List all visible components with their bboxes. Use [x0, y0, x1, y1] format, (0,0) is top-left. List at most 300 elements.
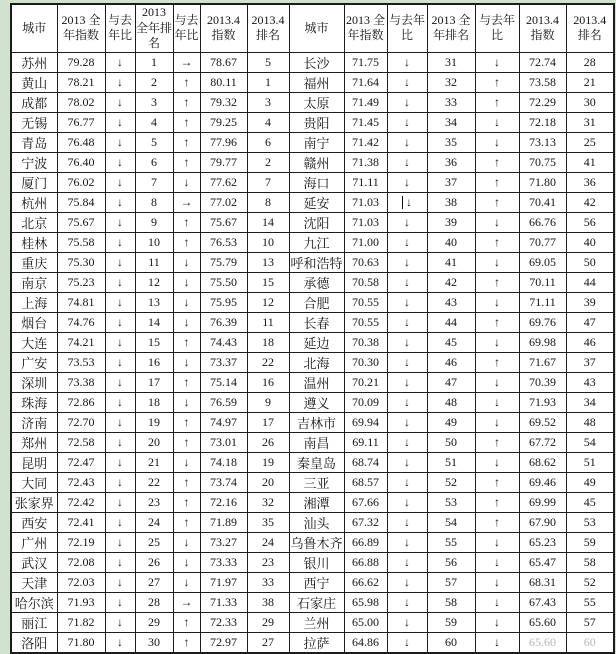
apr-rank-cell-right[interactable]: 60: [566, 632, 614, 653]
city-cell-left[interactable]: 宁波: [11, 152, 57, 172]
year-rank-cell-left[interactable]: 27: [135, 572, 173, 592]
rank-trend-icon-left[interactable]: ↑: [173, 512, 200, 532]
apr-rank-cell-right[interactable]: 56: [566, 212, 614, 232]
year-index-cell-left[interactable]: 79.28: [57, 52, 105, 72]
apr-rank-cell-right[interactable]: 31: [566, 112, 614, 132]
apr-index-cell-left[interactable]: 77.62: [200, 172, 247, 192]
rank-trend-icon-left[interactable]: ↓: [173, 312, 200, 332]
rank-trend-icon-right[interactable]: ↓: [475, 532, 519, 552]
apr-index-cell-right[interactable]: 69.05: [519, 252, 566, 272]
city-cell-left[interactable]: 济南: [11, 412, 57, 432]
year-index-cell-right[interactable]: 71.64: [344, 72, 387, 92]
year-rank-cell-right[interactable]: 37: [427, 172, 475, 192]
year-rank-cell-left[interactable]: 30: [135, 632, 173, 653]
apr-rank-cell-left[interactable]: 4: [247, 112, 289, 132]
rank-trend-icon-right[interactable]: ↑: [475, 192, 519, 212]
rank-trend-icon-left[interactable]: ↑: [173, 212, 200, 232]
apr-index-cell-left[interactable]: 76.59: [200, 392, 247, 412]
year-trend-down-icon-left[interactable]: ↓: [105, 252, 135, 272]
year-index-cell-right[interactable]: 66.62: [344, 572, 387, 592]
year-index-cell-left[interactable]: 74.76: [57, 312, 105, 332]
year-trend-down-icon-right[interactable]: ↓: [387, 232, 427, 252]
year-index-cell-left[interactable]: 72.42: [57, 492, 105, 512]
year-index-cell-left[interactable]: 72.70: [57, 412, 105, 432]
apr-rank-cell-right[interactable]: 52: [566, 572, 614, 592]
apr-index-cell-right[interactable]: 69.52: [519, 412, 566, 432]
year-rank-cell-left[interactable]: 19: [135, 412, 173, 432]
apr-index-cell-right[interactable]: 69.46: [519, 472, 566, 492]
year-rank-cell-right[interactable]: 42: [427, 272, 475, 292]
year-trend-down-icon-left[interactable]: ↓: [105, 572, 135, 592]
year-index-cell-right[interactable]: 66.89: [344, 532, 387, 552]
apr-index-cell-left[interactable]: 74.97: [200, 412, 247, 432]
apr-index-cell-right[interactable]: 65.60: [519, 632, 566, 653]
city-cell-right[interactable]: 兰州: [289, 612, 344, 632]
rank-trend-icon-right[interactable]: ↓: [475, 552, 519, 572]
year-index-cell-right[interactable]: 68.57: [344, 472, 387, 492]
apr-rank-cell-left[interactable]: 9: [247, 392, 289, 412]
city-cell-right[interactable]: 长春: [289, 312, 344, 332]
year-index-cell-right[interactable]: 65.00: [344, 612, 387, 632]
apr-index-cell-left[interactable]: 74.43: [200, 332, 247, 352]
rank-trend-icon-right[interactable]: ↑: [475, 432, 519, 452]
city-cell-left[interactable]: 南京: [11, 272, 57, 292]
rank-trend-icon-right[interactable]: ↓: [475, 332, 519, 352]
rank-trend-icon-left[interactable]: ↑: [173, 612, 200, 632]
year-trend-down-icon-left[interactable]: ↓: [105, 492, 135, 512]
year-trend-down-icon-right[interactable]: ↓: [387, 352, 427, 372]
year-trend-down-icon-left[interactable]: ↓: [105, 192, 135, 212]
city-cell-right[interactable]: 贵阳: [289, 112, 344, 132]
apr-index-cell-right[interactable]: 71.93: [519, 392, 566, 412]
year-index-cell-right[interactable]: 71.03: [344, 192, 387, 212]
rank-trend-icon-left[interactable]: ↑: [173, 492, 200, 512]
year-rank-cell-right[interactable]: 53: [427, 492, 475, 512]
rank-trend-icon-left[interactable]: ↓: [173, 352, 200, 372]
year-trend-down-icon-left[interactable]: ↓: [105, 612, 135, 632]
apr-rank-cell-left[interactable]: 19: [247, 452, 289, 472]
year-trend-down-icon-left[interactable]: ↓: [105, 152, 135, 172]
apr-rank-cell-right[interactable]: 55: [566, 592, 614, 612]
year-trend-down-icon-left[interactable]: ↓: [105, 552, 135, 572]
year-index-cell-right[interactable]: 70.58: [344, 272, 387, 292]
year-rank-cell-right[interactable]: 31: [427, 52, 475, 72]
apr-index-cell-left[interactable]: 75.95: [200, 292, 247, 312]
year-index-cell-right[interactable]: 69.94: [344, 412, 387, 432]
rank-trend-icon-left[interactable]: ↓: [173, 272, 200, 292]
year-rank-cell-right[interactable]: 55: [427, 532, 475, 552]
apr-index-cell-left[interactable]: 74.18: [200, 452, 247, 472]
apr-index-cell-left[interactable]: 79.77: [200, 152, 247, 172]
city-cell-left[interactable]: 北京: [11, 212, 57, 232]
apr-index-cell-right[interactable]: 69.76: [519, 312, 566, 332]
header-vs-last-year-left-2[interactable]: 与去年比: [173, 4, 200, 52]
year-trend-down-icon-right[interactable]: ↓: [387, 152, 427, 172]
year-rank-cell-left[interactable]: 2: [135, 72, 173, 92]
year-index-cell-left[interactable]: 75.67: [57, 212, 105, 232]
city-cell-left[interactable]: 桂林: [11, 232, 57, 252]
rank-trend-icon-left[interactable]: ↑: [173, 152, 200, 172]
year-rank-cell-right[interactable]: 39: [427, 212, 475, 232]
year-index-cell-right[interactable]: 70.63: [344, 252, 387, 272]
year-index-cell-right[interactable]: 71.42: [344, 132, 387, 152]
apr-rank-cell-right[interactable]: 46: [566, 332, 614, 352]
year-index-cell-left[interactable]: 71.82: [57, 612, 105, 632]
year-index-cell-left[interactable]: 78.02: [57, 92, 105, 112]
year-rank-cell-left[interactable]: 20: [135, 432, 173, 452]
year-index-cell-left[interactable]: 75.30: [57, 252, 105, 272]
city-cell-left[interactable]: 天津: [11, 572, 57, 592]
city-cell-right[interactable]: 合肥: [289, 292, 344, 312]
year-trend-down-icon-left[interactable]: ↓: [105, 292, 135, 312]
year-trend-down-icon-left[interactable]: ↓: [105, 412, 135, 432]
city-cell-right[interactable]: 南宁: [289, 132, 344, 152]
year-index-cell-left[interactable]: 74.21: [57, 332, 105, 352]
apr-rank-cell-left[interactable]: 17: [247, 412, 289, 432]
city-cell-right[interactable]: 沈阳: [289, 212, 344, 232]
year-rank-cell-right[interactable]: 45: [427, 332, 475, 352]
apr-index-cell-left[interactable]: 73.74: [200, 472, 247, 492]
year-rank-cell-left[interactable]: 11: [135, 252, 173, 272]
header-city-left[interactable]: 城市: [11, 4, 57, 52]
apr-rank-cell-left[interactable]: 18: [247, 332, 289, 352]
year-index-cell-right[interactable]: 71.03: [344, 212, 387, 232]
year-index-cell-right[interactable]: 70.38: [344, 332, 387, 352]
apr-index-cell-left[interactable]: 73.33: [200, 552, 247, 572]
apr-index-cell-right[interactable]: 72.29: [519, 92, 566, 112]
year-index-cell-right[interactable]: 67.32: [344, 512, 387, 532]
header-apr-index-right[interactable]: 2013.4 指数: [519, 4, 566, 52]
year-trend-down-icon-right[interactable]: ↓: [387, 472, 427, 492]
year-rank-cell-right[interactable]: 46: [427, 352, 475, 372]
apr-rank-cell-right[interactable]: 53: [566, 512, 614, 532]
year-trend-down-icon-right[interactable]: ↓: [387, 272, 427, 292]
city-cell-right[interactable]: 汕头: [289, 512, 344, 532]
apr-rank-cell-right[interactable]: 45: [566, 492, 614, 512]
city-cell-left[interactable]: 青岛: [11, 132, 57, 152]
year-rank-cell-right[interactable]: 35: [427, 132, 475, 152]
apr-rank-cell-left[interactable]: 11: [247, 312, 289, 332]
apr-rank-cell-left[interactable]: 24: [247, 532, 289, 552]
year-rank-cell-left[interactable]: 23: [135, 492, 173, 512]
apr-index-cell-left[interactable]: 77.96: [200, 132, 247, 152]
apr-rank-cell-left[interactable]: 26: [247, 432, 289, 452]
year-trend-down-icon-left[interactable]: ↓: [105, 512, 135, 532]
year-index-cell-right[interactable]: 64.86: [344, 632, 387, 653]
city-cell-left[interactable]: 杭州: [11, 192, 57, 212]
year-trend-down-icon-right[interactable]: ↓: [387, 632, 427, 653]
year-trend-down-icon-right[interactable]: ↓: [387, 172, 427, 192]
rank-trend-icon-left[interactable]: ↑: [173, 132, 200, 152]
year-index-cell-left[interactable]: 76.02: [57, 172, 105, 192]
city-cell-left[interactable]: 大同: [11, 472, 57, 492]
rank-trend-icon-right[interactable]: ↓: [475, 412, 519, 432]
rank-trend-icon-right[interactable]: ↑: [475, 272, 519, 292]
apr-rank-cell-right[interactable]: 47: [566, 312, 614, 332]
year-rank-cell-left[interactable]: 6: [135, 152, 173, 172]
year-trend-down-icon-right[interactable]: ↓: [387, 532, 427, 552]
apr-rank-cell-left[interactable]: 6: [247, 132, 289, 152]
year-rank-cell-right[interactable]: 58: [427, 592, 475, 612]
rank-trend-icon-right[interactable]: ↑: [475, 92, 519, 112]
year-index-cell-left[interactable]: 76.48: [57, 132, 105, 152]
rank-trend-icon-left[interactable]: ↑: [173, 432, 200, 452]
year-index-cell-right[interactable]: 68.74: [344, 452, 387, 472]
year-trend-down-icon-left[interactable]: ↓: [105, 452, 135, 472]
rank-trend-icon-right[interactable]: ↑: [475, 152, 519, 172]
apr-rank-cell-left[interactable]: 8: [247, 192, 289, 212]
year-rank-cell-left[interactable]: 25: [135, 532, 173, 552]
year-trend-down-icon-right[interactable]: ↓: [387, 332, 427, 352]
apr-index-cell-left[interactable]: 71.89: [200, 512, 247, 532]
city-cell-left[interactable]: 郑州: [11, 432, 57, 452]
city-cell-right[interactable]: 吉林市: [289, 412, 344, 432]
rank-trend-icon-left[interactable]: ↑: [173, 412, 200, 432]
apr-index-cell-right[interactable]: 70.39: [519, 372, 566, 392]
rank-trend-icon-right[interactable]: ↓: [475, 572, 519, 592]
year-trend-down-icon-right[interactable]: ↓: [387, 52, 427, 72]
city-cell-right[interactable]: 呼和浩特: [289, 252, 344, 272]
city-cell-left[interactable]: 广安: [11, 352, 57, 372]
rank-trend-icon-right[interactable]: ↓: [475, 132, 519, 152]
year-trend-down-icon-right[interactable]: ↓: [387, 72, 427, 92]
apr-index-cell-left[interactable]: 73.01: [200, 432, 247, 452]
header-year-rank-left[interactable]: 2013 全年排名: [135, 4, 173, 52]
year-rank-cell-right[interactable]: 52: [427, 472, 475, 492]
apr-rank-cell-right[interactable]: 36: [566, 172, 614, 192]
year-index-cell-left[interactable]: 73.38: [57, 372, 105, 392]
apr-index-cell-left[interactable]: 75.67: [200, 212, 247, 232]
city-cell-right[interactable]: 遵义: [289, 392, 344, 412]
year-index-cell-left[interactable]: 76.77: [57, 112, 105, 132]
rank-trend-icon-left[interactable]: ↑: [173, 472, 200, 492]
city-cell-left[interactable]: 张家界: [11, 492, 57, 512]
apr-index-cell-right[interactable]: 67.90: [519, 512, 566, 532]
apr-rank-cell-left[interactable]: 20: [247, 472, 289, 492]
apr-rank-cell-right[interactable]: 43: [566, 372, 614, 392]
year-rank-cell-right[interactable]: 44: [427, 312, 475, 332]
apr-rank-cell-left[interactable]: 16: [247, 372, 289, 392]
year-rank-cell-left[interactable]: 28: [135, 592, 173, 612]
year-trend-down-icon-left[interactable]: ↓: [105, 352, 135, 372]
city-cell-right[interactable]: 海口: [289, 172, 344, 192]
year-rank-cell-left[interactable]: 1: [135, 52, 173, 72]
rank-trend-icon-right[interactable]: ↑: [475, 352, 519, 372]
apr-index-cell-left[interactable]: 77.02: [200, 192, 247, 212]
year-index-cell-right[interactable]: 71.49: [344, 92, 387, 112]
year-rank-cell-left[interactable]: 17: [135, 372, 173, 392]
apr-rank-cell-right[interactable]: 58: [566, 552, 614, 572]
rank-trend-icon-left[interactable]: ↓: [173, 252, 200, 272]
header-year-index-left[interactable]: 2013 全年指数: [57, 4, 105, 52]
header-year-index-right[interactable]: 2013 全年指数: [344, 4, 387, 52]
year-rank-cell-right[interactable]: 51: [427, 452, 475, 472]
apr-index-cell-right[interactable]: 73.13: [519, 132, 566, 152]
rank-trend-icon-left[interactable]: ↓: [173, 172, 200, 192]
year-index-cell-left[interactable]: 71.93: [57, 592, 105, 612]
year-index-cell-left[interactable]: 75.58: [57, 232, 105, 252]
year-trend-down-icon-left[interactable]: ↓: [105, 272, 135, 292]
city-cell-right[interactable]: 温州: [289, 372, 344, 392]
rank-trend-icon-right[interactable]: ↓: [475, 112, 519, 132]
year-trend-down-icon-right[interactable]: ↓: [387, 92, 427, 112]
year-trend-down-icon-right[interactable]: ↓: [387, 412, 427, 432]
rank-trend-icon-left[interactable]: ↑: [173, 72, 200, 92]
year-trend-down-icon-left[interactable]: ↓: [105, 172, 135, 192]
year-trend-down-icon-left[interactable]: ↓: [105, 632, 135, 653]
year-trend-down-icon-right[interactable]: ↓: [387, 192, 427, 212]
apr-index-cell-left[interactable]: 72.16: [200, 492, 247, 512]
year-rank-cell-right[interactable]: 57: [427, 572, 475, 592]
year-rank-cell-right[interactable]: 59: [427, 612, 475, 632]
year-index-cell-right[interactable]: 69.11: [344, 432, 387, 452]
year-index-cell-left[interactable]: 72.41: [57, 512, 105, 532]
year-trend-down-icon-left[interactable]: ↓: [105, 112, 135, 132]
rank-trend-icon-left[interactable]: ↓: [173, 532, 200, 552]
year-rank-cell-left[interactable]: 18: [135, 392, 173, 412]
rank-trend-icon-left[interactable]: ↑: [173, 232, 200, 252]
city-cell-left[interactable]: 哈尔滨: [11, 592, 57, 612]
rank-trend-icon-left[interactable]: →: [173, 192, 200, 212]
year-index-cell-left[interactable]: 78.21: [57, 72, 105, 92]
apr-rank-cell-left[interactable]: 2: [247, 152, 289, 172]
rank-trend-icon-left[interactable]: ↑: [173, 372, 200, 392]
city-cell-right[interactable]: 福州: [289, 72, 344, 92]
year-rank-cell-left[interactable]: 9: [135, 212, 173, 232]
apr-rank-cell-left[interactable]: 3: [247, 92, 289, 112]
year-trend-down-icon-right[interactable]: ↓: [387, 312, 427, 332]
year-rank-cell-left[interactable]: 22: [135, 472, 173, 492]
city-cell-left[interactable]: 重庆: [11, 252, 57, 272]
rank-trend-icon-left[interactable]: ↓: [173, 292, 200, 312]
year-index-cell-left[interactable]: 72.86: [57, 392, 105, 412]
rank-trend-icon-right[interactable]: ↑: [475, 512, 519, 532]
apr-rank-cell-right[interactable]: 50: [566, 252, 614, 272]
year-index-cell-right[interactable]: 70.55: [344, 312, 387, 332]
city-cell-left[interactable]: 珠海: [11, 392, 57, 412]
year-index-cell-left[interactable]: 71.80: [57, 632, 105, 653]
rank-trend-icon-left[interactable]: ↑: [173, 112, 200, 132]
year-rank-cell-left[interactable]: 3: [135, 92, 173, 112]
year-index-cell-right[interactable]: 71.00: [344, 232, 387, 252]
year-trend-down-icon-left[interactable]: ↓: [105, 532, 135, 552]
apr-index-cell-left[interactable]: 76.39: [200, 312, 247, 332]
apr-rank-cell-right[interactable]: 30: [566, 92, 614, 112]
apr-rank-cell-right[interactable]: 40: [566, 232, 614, 252]
year-index-cell-right[interactable]: 71.45: [344, 112, 387, 132]
year-trend-down-icon-left[interactable]: ↓: [105, 472, 135, 492]
city-cell-right[interactable]: 银川: [289, 552, 344, 572]
apr-index-cell-left[interactable]: 79.32: [200, 92, 247, 112]
rank-trend-icon-right[interactable]: ↓: [475, 392, 519, 412]
year-index-cell-right[interactable]: 70.09: [344, 392, 387, 412]
year-trend-down-icon-left[interactable]: ↓: [105, 52, 135, 72]
apr-index-cell-right[interactable]: 67.43: [519, 592, 566, 612]
city-cell-right[interactable]: 延边: [289, 332, 344, 352]
year-rank-cell-left[interactable]: 7: [135, 172, 173, 192]
apr-index-cell-left[interactable]: 75.79: [200, 252, 247, 272]
city-cell-left[interactable]: 苏州: [11, 52, 57, 72]
city-cell-right[interactable]: 三亚: [289, 472, 344, 492]
year-index-cell-right[interactable]: 71.38: [344, 152, 387, 172]
year-trend-down-icon-right[interactable]: ↓: [387, 252, 427, 272]
apr-index-cell-left[interactable]: 73.27: [200, 532, 247, 552]
city-cell-left[interactable]: 昆明: [11, 452, 57, 472]
year-rank-cell-right[interactable]: 54: [427, 512, 475, 532]
apr-index-cell-right[interactable]: 71.11: [519, 292, 566, 312]
rank-trend-icon-left[interactable]: ↓: [173, 552, 200, 572]
year-trend-down-icon-right[interactable]: ↓: [387, 372, 427, 392]
year-trend-down-icon-left[interactable]: ↓: [105, 92, 135, 112]
apr-index-cell-right[interactable]: 65.47: [519, 552, 566, 572]
apr-index-cell-left[interactable]: 79.25: [200, 112, 247, 132]
rank-trend-icon-right[interactable]: ↑: [475, 232, 519, 252]
apr-index-cell-left[interactable]: 78.67: [200, 52, 247, 72]
city-cell-right[interactable]: 北海: [289, 352, 344, 372]
year-trend-down-icon-left[interactable]: ↓: [105, 72, 135, 92]
apr-index-cell-right[interactable]: 73.58: [519, 72, 566, 92]
apr-index-cell-right[interactable]: 71.67: [519, 352, 566, 372]
year-trend-down-icon-right[interactable]: ↓: [387, 492, 427, 512]
year-index-cell-right[interactable]: 70.30: [344, 352, 387, 372]
city-cell-left[interactable]: 厦门: [11, 172, 57, 192]
header-apr-rank-right[interactable]: 2013.4 排名: [566, 4, 614, 52]
year-rank-cell-right[interactable]: 33: [427, 92, 475, 112]
apr-rank-cell-right[interactable]: 51: [566, 452, 614, 472]
city-cell-left[interactable]: 丽江: [11, 612, 57, 632]
apr-rank-cell-right[interactable]: 44: [566, 272, 614, 292]
rank-trend-icon-right[interactable]: ↓: [475, 252, 519, 272]
year-rank-cell-left[interactable]: 21: [135, 452, 173, 472]
apr-rank-cell-left[interactable]: 14: [247, 212, 289, 232]
apr-rank-cell-right[interactable]: 42: [566, 192, 614, 212]
year-index-cell-right[interactable]: 70.21: [344, 372, 387, 392]
city-cell-right[interactable]: 南昌: [289, 432, 344, 452]
year-index-cell-right[interactable]: 66.88: [344, 552, 387, 572]
city-cell-left[interactable]: 无锡: [11, 112, 57, 132]
apr-rank-cell-right[interactable]: 48: [566, 412, 614, 432]
year-trend-down-icon-right[interactable]: ↓: [387, 212, 427, 232]
header-vs-last-year-right-1[interactable]: 与去年比: [387, 4, 427, 52]
year-rank-cell-left[interactable]: 13: [135, 292, 173, 312]
year-rank-cell-right[interactable]: 50: [427, 432, 475, 452]
year-index-cell-right[interactable]: 71.11: [344, 172, 387, 192]
apr-index-cell-left[interactable]: 72.97: [200, 632, 247, 653]
city-cell-right[interactable]: 太原: [289, 92, 344, 112]
year-trend-down-icon-right[interactable]: ↓: [387, 592, 427, 612]
year-rank-cell-right[interactable]: 43: [427, 292, 475, 312]
apr-index-cell-left[interactable]: 75.14: [200, 372, 247, 392]
apr-rank-cell-right[interactable]: 37: [566, 352, 614, 372]
rank-trend-icon-left[interactable]: ↓: [173, 392, 200, 412]
apr-rank-cell-left[interactable]: 7: [247, 172, 289, 192]
rank-trend-icon-left[interactable]: ↑: [173, 92, 200, 112]
apr-index-cell-right[interactable]: 70.75: [519, 152, 566, 172]
apr-index-cell-right[interactable]: 70.41: [519, 192, 566, 212]
apr-rank-cell-left[interactable]: 29: [247, 612, 289, 632]
rank-trend-icon-left[interactable]: →: [173, 592, 200, 612]
apr-index-cell-right[interactable]: 69.99: [519, 492, 566, 512]
city-cell-left[interactable]: 成都: [11, 92, 57, 112]
apr-rank-cell-left[interactable]: 27: [247, 632, 289, 653]
year-trend-down-icon-right[interactable]: ↓: [387, 292, 427, 312]
apr-rank-cell-left[interactable]: 22: [247, 352, 289, 372]
apr-rank-cell-right[interactable]: 49: [566, 472, 614, 492]
year-trend-down-icon-right[interactable]: ↓: [387, 612, 427, 632]
year-index-cell-left[interactable]: 72.19: [57, 532, 105, 552]
apr-rank-cell-left[interactable]: 12: [247, 292, 289, 312]
rank-trend-icon-right[interactable]: ↓: [475, 592, 519, 612]
